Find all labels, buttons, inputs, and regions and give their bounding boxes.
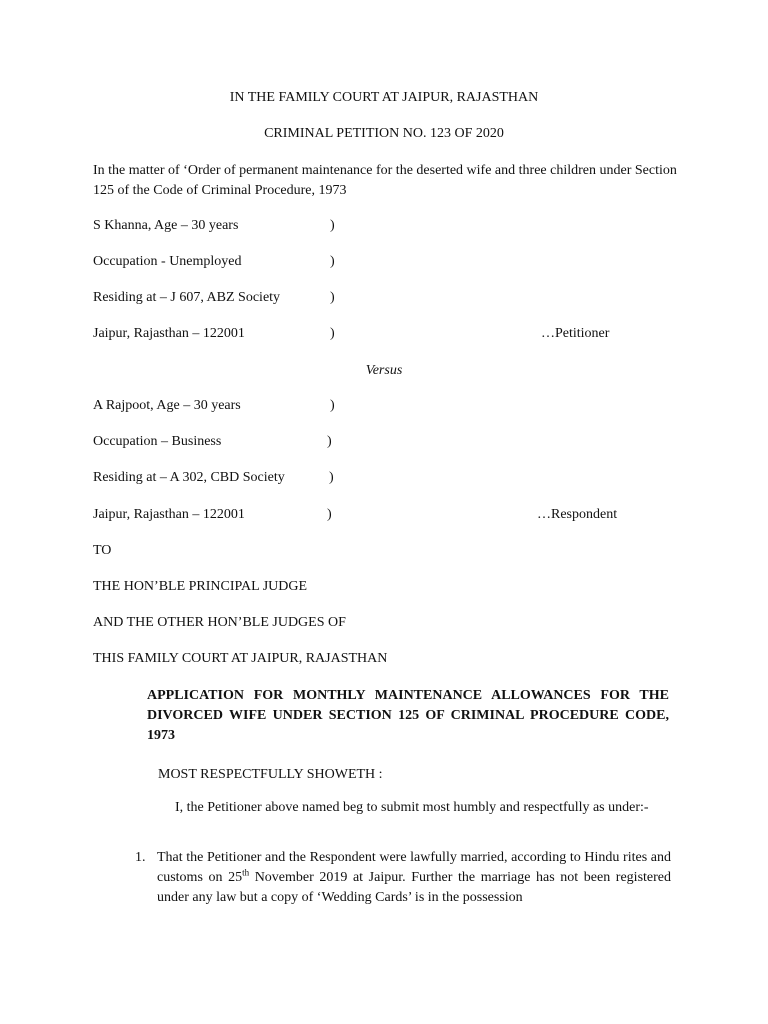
bracket: )	[327, 507, 332, 522]
petitioner-role: …Petitioner	[541, 326, 610, 341]
bracket: )	[327, 434, 332, 449]
respondent-name: A Rajpoot, Age – 30 years	[93, 398, 241, 413]
bracket: )	[330, 326, 335, 341]
petitioner-city: Jaipur, Rajasthan – 122001	[93, 326, 245, 341]
bracket: )	[330, 218, 335, 233]
bracket: )	[330, 254, 335, 269]
petition-number: CRIMINAL PETITION NO. 123 OF 2020	[264, 126, 504, 141]
petitioner-residence-row	[93, 288, 653, 308]
respondent-residence: Residing at – A 302, CBD Society	[93, 470, 285, 485]
bracket: )	[330, 290, 335, 305]
versus-label: Versus	[365, 363, 403, 378]
court-title: IN THE FAMILY COURT AT JAIPUR, RAJASTHAN	[229, 90, 539, 105]
respondent-occupation-row	[93, 432, 653, 452]
respondent-occupation: Occupation – Business	[93, 434, 222, 449]
petitioner-residence: Residing at – J 607, ABZ Society	[93, 290, 281, 305]
address-to: TO	[93, 543, 112, 558]
respondent-name-row	[93, 396, 653, 416]
petitioner-occupation-row	[93, 252, 653, 272]
bracket: )	[329, 470, 334, 485]
showeth-line: MOST RESPECTFULLY SHOWETH :	[158, 767, 383, 782]
petitioner-name-row	[93, 216, 653, 236]
list-item-text: That the Petitioner and the Respondent were lawfully married, according to Hindu rites and customs on 25th November 2019 at Jaipur. Further the marriage has not been registered under any law but a copy of ‘Wedding Cards’ is in the possession	[157, 850, 671, 905]
respondent-residence-row	[93, 468, 653, 488]
submission-paragraph: I, the Petitioner above named beg to submit most humbly and respectfully as under:-	[175, 800, 649, 815]
address-line-3: THIS FAMILY COURT AT JAIPUR, RAJASTHAN	[93, 651, 388, 666]
petitioner-city-row	[93, 324, 653, 344]
address-line-1: THE HON’BLE PRINCIPAL JUDGE	[93, 579, 308, 594]
bracket: )	[330, 398, 335, 413]
respondent-city: Jaipur, Rajasthan – 122001	[93, 507, 245, 522]
list-item-number: 1.	[135, 850, 146, 865]
matter-description: In the matter of ‘Order of permanent maintenance for the deserted wife and three children under Section 125 of the Code of Criminal Procedure, 1973	[93, 163, 677, 198]
address-line-2: AND THE OTHER HON’BLE JUDGES OF	[93, 615, 346, 630]
respondent-role: …Respondent	[537, 507, 618, 522]
respondent-city-row	[93, 505, 653, 525]
petitioner-occupation: Occupation - Unemployed	[93, 254, 242, 269]
petitioner-name: S Khanna, Age – 30 years	[93, 218, 239, 233]
application-heading: APPLICATION FOR MONTHLY MAINTENANCE ALLOWANCES FOR THE DIVORCED WIFE UNDER SECTION 125 OF CRIMINAL PROCEDURE CODE, 1973	[147, 688, 669, 743]
